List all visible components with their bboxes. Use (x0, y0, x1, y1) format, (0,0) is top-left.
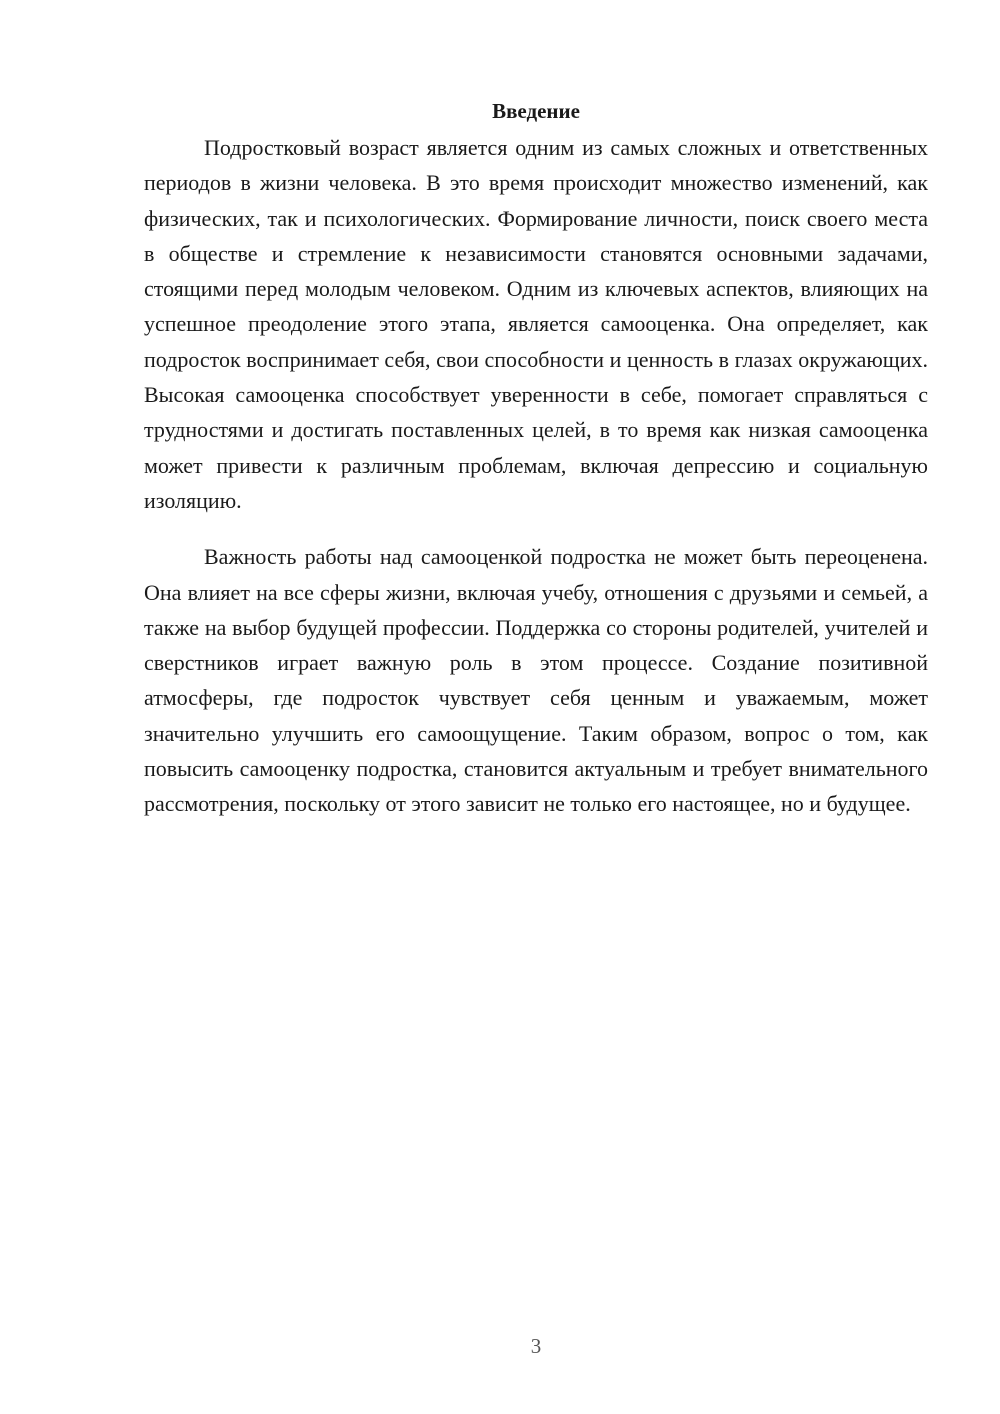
paragraph-2: Важность работы над самооценкой подростка не может быть переоценена. Она влияет на все сферы жизни, включая учебу, отношения с друзьями и семьей, а также на выбор будущей профессии. Поддержка со стороны родителей, учителей и сверстников играет важную роль в этом процессе. Создание позитивной атмосферы, где подросток чувствует себя ценным и уважаемым, может значительно улучшить его самоощущение. Таким образом, вопрос о том, как повысить самооценку подростка, становится актуальным и требует внимательного рассмотрения, поскольку от этого зависит не только его настоящее, но и будущее. (144, 544, 928, 817)
page-content (144, 96, 928, 822)
paragraph-1: Подростковый возраст является одним из самых сложных и ответственных периодов в жизни человека. В это время происходит множество изменений, как физических, так и психологических. Формирование личности, поиск своего места в обществе и стремление к независимости становятся основными задачами, стоящими перед молодым человеком. Одним из ключевых аспектов, влияющих на успешное преодоление этого этапа, является самооценка. Она определяет, как подросток воспринимает себя, свои способности и ценность в глазах окружающих. Высокая самооценка способствует уверенности в себе, помогает справляться с трудностями и достигать поставленных целей, в то время как низкая самооценка может привести к различным проблемам, включая депрессию и социальную изоляцию. (144, 135, 928, 513)
page-number: 3 (530, 1334, 542, 1358)
section-title: Введение (492, 99, 580, 123)
